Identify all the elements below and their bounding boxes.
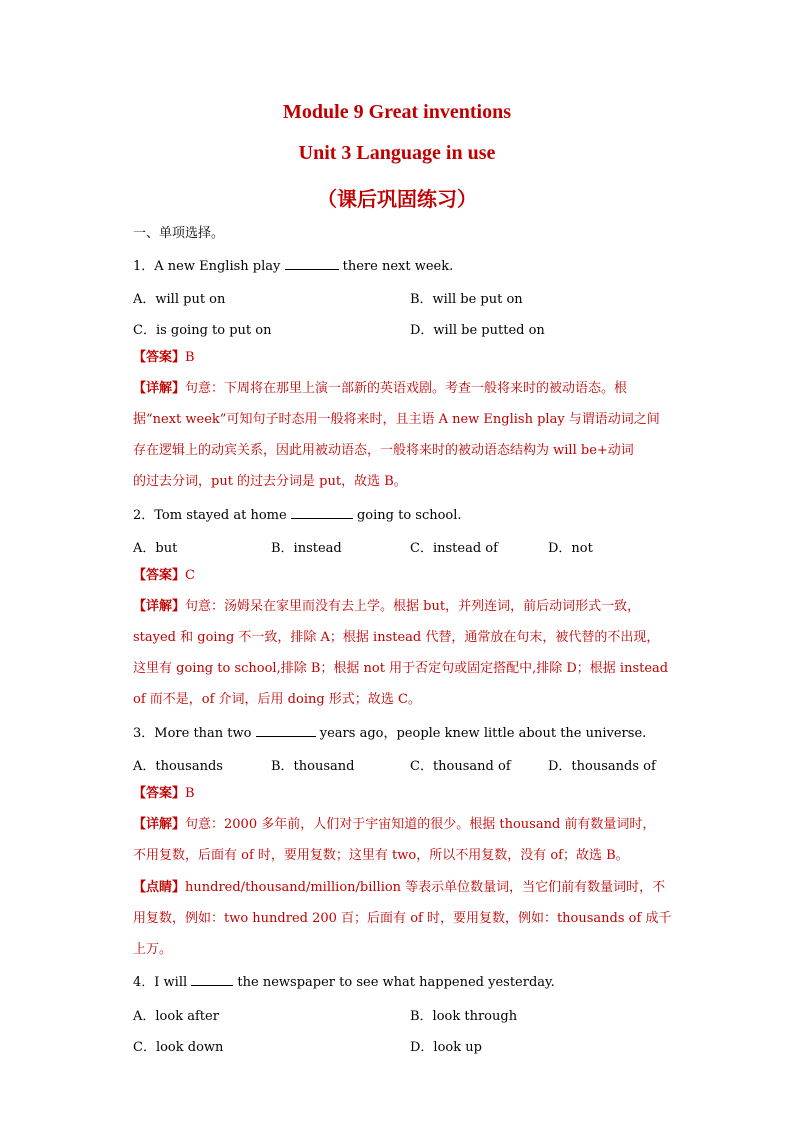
question-4-option-c: C．look down bbox=[133, 1040, 224, 1055]
module-title: Module 9 Great inventions bbox=[283, 101, 511, 123]
note-tag: 【点睛】 bbox=[133, 880, 186, 895]
question-2-blank bbox=[291, 506, 353, 519]
answer-value: B bbox=[185, 786, 195, 801]
detail-text: 句意：汤姆呆在家里而没有去上学。根据 but，并列连词，前后动词形式一致， bbox=[185, 599, 641, 614]
question-3-blank bbox=[256, 724, 316, 737]
question-1-stem-start: 1．A new English play bbox=[133, 259, 281, 274]
question-4-blank bbox=[191, 973, 233, 986]
question-3-option-a: A．thousands bbox=[133, 759, 223, 774]
question-3-option-d: D．thousands of bbox=[548, 759, 656, 774]
question-4-stem-start: 4．I will bbox=[133, 975, 188, 990]
question-1-option-b: B．will be put on bbox=[410, 292, 523, 307]
question-2-option-a: A．but bbox=[133, 541, 178, 556]
question-1-stem bbox=[133, 257, 453, 275]
question-3-note-line: 用复数，例如：two hundred 200 百；后面有 of 时，要用复数，例如：thousands of 成千 bbox=[133, 911, 672, 926]
question-3-detail-line bbox=[133, 817, 655, 833]
question-3-option-b: B．thousand bbox=[271, 759, 355, 774]
question-1-detail-line: 存在逻辑上的动宾关系，因此用被动语态，一般将来时的被动语态结构为 will be+动词 bbox=[133, 443, 634, 458]
section-heading: 一、单项选择。 bbox=[133, 226, 225, 241]
question-1-stem-end: there next week. bbox=[342, 259, 454, 274]
question-3-option-c: C．thousand of bbox=[410, 759, 511, 774]
exercise-subtitle: （课后巩固练习） bbox=[317, 187, 477, 211]
question-4-option-d: D．look up bbox=[410, 1040, 482, 1055]
question-3-answer bbox=[133, 786, 195, 802]
question-2-stem-start: 2．Tom stayed at home bbox=[133, 508, 287, 523]
question-4-stem bbox=[133, 973, 555, 991]
question-1-option-d: D．will be putted on bbox=[410, 323, 545, 338]
question-2-detail-line: stayed 和 going 不一致，排除 A；根据 instead 代替，通常放在句末，被代替的不出现， bbox=[133, 630, 660, 645]
question-2-detail-line: of 而不是，of 介词，后用 doing 形式；故选 C。 bbox=[133, 692, 421, 707]
question-2-option-c: C．instead of bbox=[410, 541, 498, 556]
detail-text: 句意：下周将在那里上演一部新的英语戏剧。考查一般将来时的被动语态。根 bbox=[185, 381, 628, 396]
question-2-detail-line bbox=[133, 599, 640, 615]
question-1-option-a: A．will put on bbox=[133, 292, 226, 307]
answer-value: B bbox=[185, 350, 195, 365]
note-text: hundred/thousand/million/billion 等表示单位数量词，当它们前有数量词时，不 bbox=[185, 880, 666, 895]
question-4-option-b: B．look through bbox=[410, 1009, 518, 1024]
question-2-detail-line: 这里有 going to school,排除 B；根据 not 用于否定句或固定搭配中,排除 D；根据 instead bbox=[133, 661, 669, 676]
question-1-detail-line: 据“next week”可知句子时态用一般将来时，且主语 A new English play 与谓语动词之间 bbox=[133, 412, 660, 427]
detail-tag: 【详解】 bbox=[133, 599, 186, 614]
question-4-option-a: A．look after bbox=[133, 1009, 219, 1024]
detail-text: 句意：2000 多年前，人们对于宇宙知道的很少。根据 thousand 前有数量词时， bbox=[185, 817, 656, 832]
question-1-detail-line bbox=[133, 381, 627, 397]
question-1-option-c: C．is going to put on bbox=[133, 323, 272, 338]
question-2-answer bbox=[133, 568, 195, 584]
question-2-option-d: D．not bbox=[548, 541, 593, 556]
question-4-stem-end: the newspaper to see what happened yesterday. bbox=[237, 975, 555, 990]
question-2-option-b: B．instead bbox=[271, 541, 342, 556]
detail-tag: 【详解】 bbox=[133, 381, 186, 396]
question-1-blank bbox=[285, 257, 339, 270]
question-1-detail-line: 的过去分词，put 的过去分词是 put，故选 B。 bbox=[133, 474, 407, 489]
answer-tag: 【答案】 bbox=[133, 350, 186, 365]
question-3-note-line bbox=[133, 880, 665, 896]
question-2-stem bbox=[133, 506, 462, 524]
question-3-detail-line: 不用复数，后面有 of 时，要用复数；这里有 two，所以不用复数，没有 of；故选 B。 bbox=[133, 848, 629, 863]
detail-tag: 【详解】 bbox=[133, 817, 186, 832]
answer-tag: 【答案】 bbox=[133, 568, 186, 583]
answer-value: C bbox=[185, 568, 195, 583]
question-3-stem-start: 3．More than two bbox=[133, 726, 252, 741]
question-3-note-line: 上万。 bbox=[133, 942, 173, 957]
question-2-stem-end: going to school. bbox=[356, 508, 462, 523]
answer-tag: 【答案】 bbox=[133, 786, 186, 801]
question-3-stem bbox=[133, 724, 646, 742]
question-3-stem-end: years ago，people knew little about the universe. bbox=[319, 726, 647, 741]
question-1-answer bbox=[133, 350, 195, 366]
unit-title: Unit 3 Language in use bbox=[298, 142, 496, 164]
